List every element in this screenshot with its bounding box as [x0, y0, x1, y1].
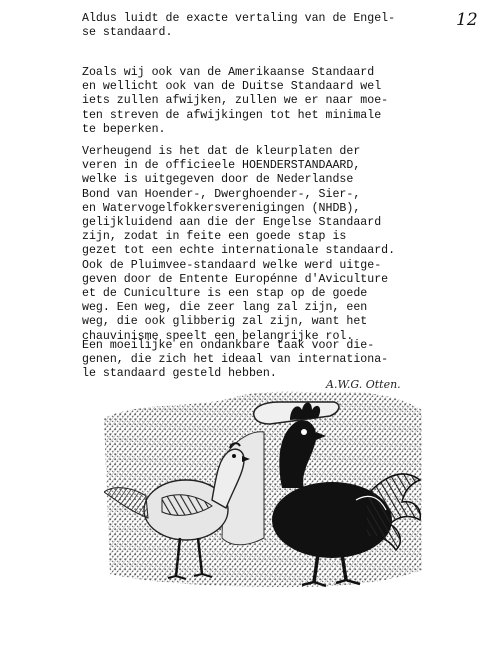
text-line: chauvinisme speelt een belangrijke rol. [82, 329, 354, 343]
paragraph-3 [82, 145, 482, 344]
text-line: welke is uitgegeven door de Nederlandse [82, 173, 354, 187]
text-line: en Watervogelfokkersverenigingen (NHDB), [82, 201, 361, 215]
text-line: Aldus luidt de exacte vertaling van de Engel- [82, 12, 396, 25]
rooster-and-hen-drawing-icon [104, 388, 424, 598]
text-line: Bond van Hoender-, Dwerghoender-, Sier-, [82, 187, 361, 201]
artist-signature: A.W.G. Otten. [326, 378, 401, 391]
text-line: et de Cuniculture is een stap op de goede [82, 287, 368, 301]
text-line: Zoals wij ook van de Amerikaanse Standaard [82, 66, 375, 79]
text-line: gelijkluidend aan die der Engelse Standaard [82, 216, 382, 230]
text-line: se standaard. [82, 26, 173, 40]
text-line: Een moeilijke en ondankbare taak voor die- [82, 339, 375, 352]
paragraph-4 [82, 339, 482, 382]
text-line: iets zullen afwijken, zullen we er naar moe- [82, 94, 389, 108]
text-line: en wellicht ook van de Duitse Standaard wel [82, 80, 382, 94]
text-line: genen, die zich het ideaal van internationa- [82, 353, 389, 367]
paragraph-2 [82, 66, 482, 137]
text-line: weg, die ook glibberig zal zijn, want het [82, 315, 368, 329]
text-line: gezet tot een echte internationale standaard. [82, 244, 396, 258]
text-line: ten streven de afwijkingen tot het minimale [82, 108, 382, 122]
text-line: Verheugend is het dat de kleurplaten der [82, 145, 361, 158]
text-line: veren in de officieele HOENDERSTANDAARD, [82, 159, 361, 173]
page-number: 12 [456, 10, 478, 30]
text-line: Ook de Pluimvee-standaard welke werd uitge- [82, 258, 382, 272]
text-line: le standaard gesteld hebben. [82, 367, 277, 381]
text-line: zijn, zodat in feite een goede stap is [82, 230, 347, 244]
paragraph-1 [82, 12, 482, 40]
text-line: geven door de Entente Europénne d'Aviculture [82, 272, 389, 286]
text-line: te beperken. [82, 122, 166, 136]
text-line: weg. Een weg, die zeer lang zal zijn, een [82, 301, 368, 315]
